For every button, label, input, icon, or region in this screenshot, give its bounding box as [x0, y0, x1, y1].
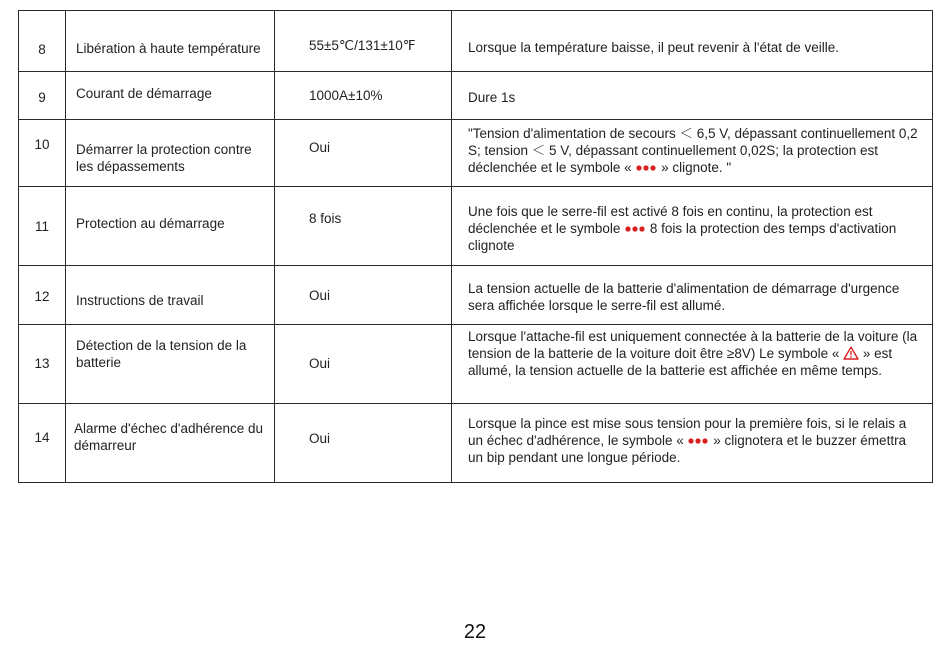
value-cell [275, 187, 452, 266]
name-cell [66, 325, 275, 404]
name-cell [66, 11, 275, 72]
row-name: Détection de la tension de la batterie [76, 338, 247, 370]
value-cell [275, 72, 452, 120]
three-red-dots-icon [624, 224, 646, 234]
desc-cell [452, 187, 933, 266]
desc-cell [452, 11, 933, 72]
row-description [452, 404, 932, 466]
desc-text: » clignote. " [657, 160, 732, 175]
three-red-dots-icon [635, 163, 657, 173]
desc-text: Une fois que le serre-fil est activé 8 fois en continu, la protection est déclenchée et le symbole [468, 204, 873, 236]
desc-cell [452, 325, 933, 404]
row-number: 13 [34, 356, 50, 371]
row-name: Libération à haute température [76, 41, 261, 56]
row-value: 8 fois [309, 211, 342, 226]
row-number: 12 [34, 289, 50, 304]
desc-cell [452, 266, 933, 325]
row-value: Oui [309, 356, 331, 371]
value-cell [275, 11, 452, 72]
row-number: 14 [34, 430, 50, 445]
row-description [452, 325, 932, 379]
name-cell [66, 404, 275, 483]
desc-text: 8 fois la protection des temps d'activation clignote [468, 221, 897, 253]
row-number-cell [19, 72, 66, 120]
row-name: Alarme d'échec d'adhérence du démarreur [74, 421, 264, 453]
row-description: Dure 1s [468, 90, 516, 105]
row-description [452, 120, 932, 176]
value-cell [275, 266, 452, 325]
table-row [19, 404, 933, 483]
row-value: 55±5℃/131±10℉ [309, 38, 416, 53]
desc-cell [452, 72, 933, 120]
desc-text: Lorsque la pince est mise sous tension pour la première fois, si le relais a un échec d'adhérence, le symbole « [468, 416, 907, 448]
row-number-cell [19, 404, 66, 483]
table-row [19, 187, 933, 266]
table-row [19, 120, 933, 187]
name-cell [66, 120, 275, 187]
desc-cell [452, 120, 933, 187]
desc-text: Lorsque l'attache-fil est uniquement connectée à la batterie de la voiture (la tension de la batterie de la voiture doit être ≥8V) Le symbole « [468, 329, 918, 361]
table-row [19, 11, 933, 72]
name-cell [66, 266, 275, 325]
value-cell [275, 325, 452, 404]
row-description: Lorsque la température baisse, il peut revenir à l'état de veille. [468, 40, 840, 55]
row-number-cell [19, 120, 66, 187]
row-number-cell [19, 266, 66, 325]
row-value: Oui [309, 431, 331, 446]
row-name: Courant de démarrage [76, 86, 212, 101]
row-name: Protection au démarrage [76, 216, 225, 231]
row-number-cell [19, 325, 66, 404]
row-number: 11 [34, 219, 49, 234]
row-number-cell [19, 187, 66, 266]
table-row [19, 72, 933, 120]
desc-text: "Tension d'alimentation de secours ＜ 6,5 V, dépassant continuellement 0,2 S; tension ＜ 5 V, dépassant continuellement 0,02S; la protection est déclenchée et le symbole « [468, 126, 918, 175]
spec-table [18, 10, 933, 483]
desc-text: » clignotera et le buzzer émettra un bip pendant une longue période. [468, 433, 907, 465]
value-cell [275, 120, 452, 187]
name-cell [66, 187, 275, 266]
warning-triangle-icon [843, 346, 859, 360]
row-number: 10 [34, 137, 50, 152]
row-number-cell [19, 11, 66, 72]
row-description: La tension actuelle de la batterie d'alimentation de démarrage d'urgence sera affichée lorsque le serre-fil est allumé. [468, 281, 900, 313]
row-number: 8 [38, 42, 46, 57]
row-value: 1000A±10% [309, 88, 383, 103]
row-description [452, 187, 932, 254]
row-name: Instructions de travail [76, 293, 204, 308]
desc-text: » est allumé, la tension actuelle de la batterie est affichée en même temps. [468, 346, 893, 378]
three-red-dots-icon [687, 436, 709, 446]
row-number: 9 [38, 90, 46, 105]
table-row [19, 266, 933, 325]
row-value: Oui [309, 288, 331, 303]
row-name: Démarrer la protection contre les dépassements [76, 142, 252, 174]
table-row [19, 325, 933, 404]
name-cell [66, 72, 275, 120]
row-value: Oui [309, 140, 331, 155]
value-cell [275, 404, 452, 483]
desc-cell [452, 404, 933, 483]
page-number: 22 [463, 621, 487, 643]
